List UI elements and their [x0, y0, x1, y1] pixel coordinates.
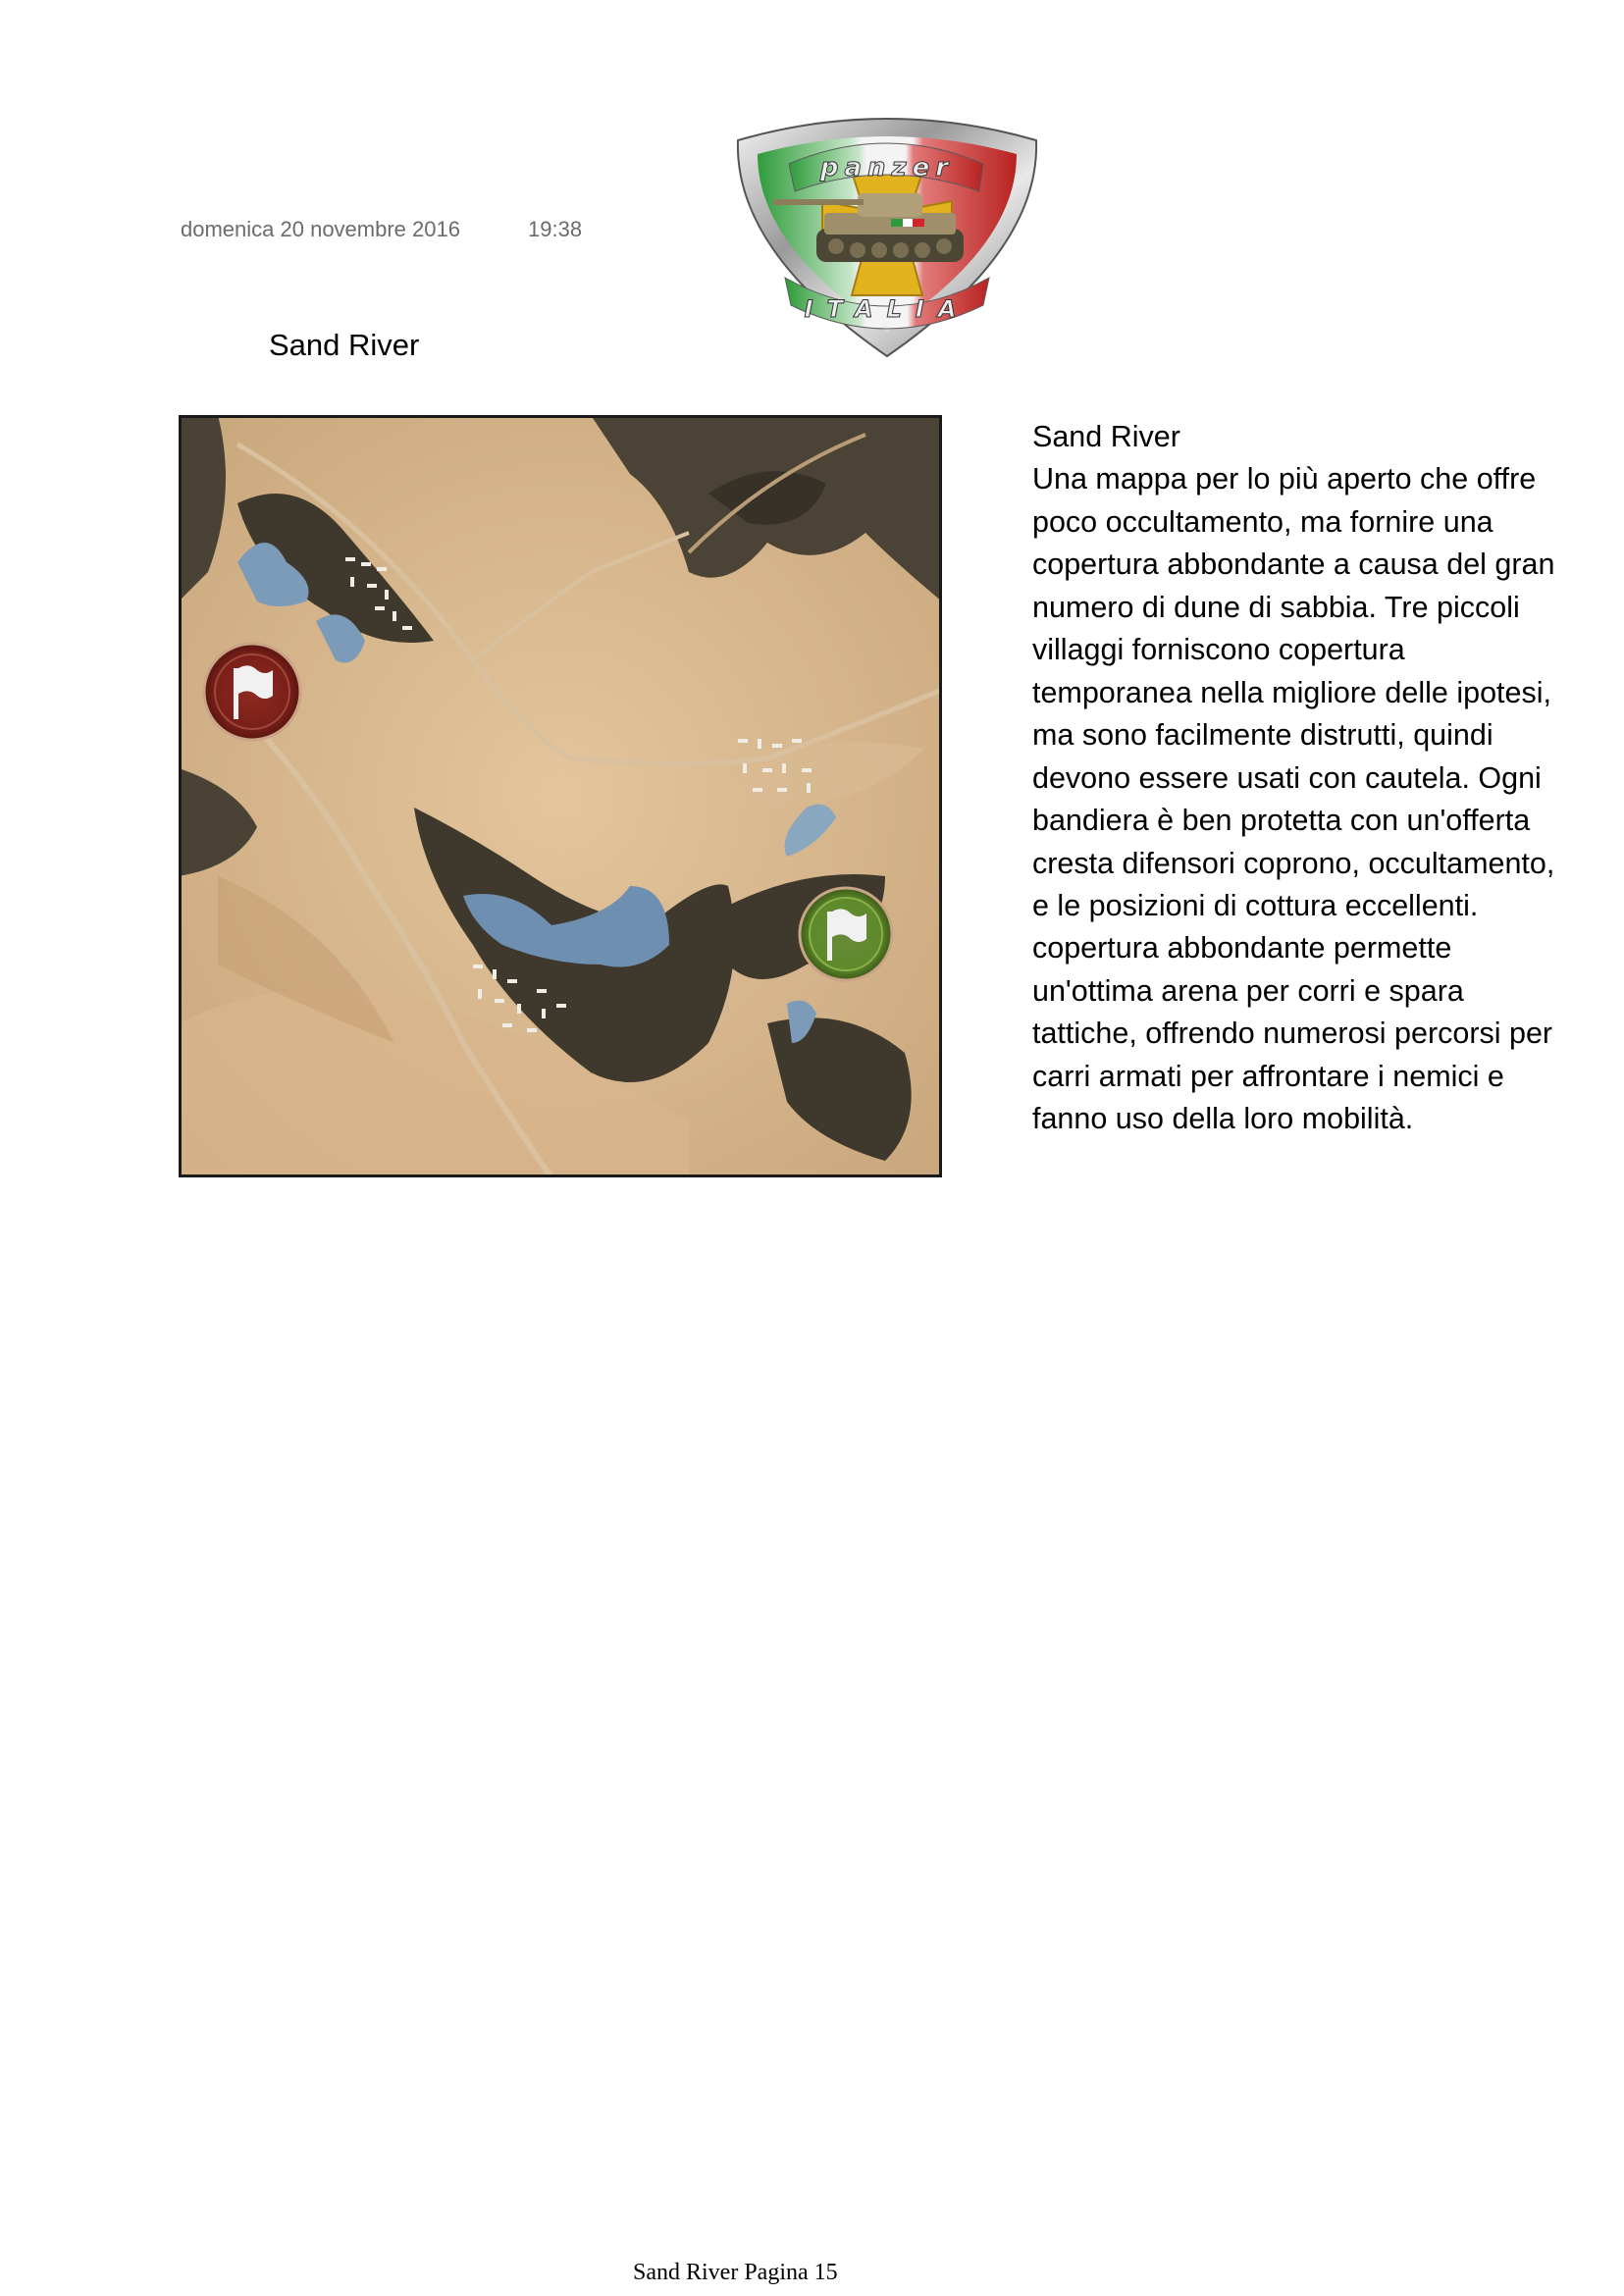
- sand-river-map: [179, 415, 942, 1177]
- description-line: tattiche, offrendo numerosi percorsi per: [1032, 1017, 1553, 1051]
- description-line: devono essere usati con cautela. Ogni: [1032, 760, 1542, 795]
- header-time: 19:38: [528, 217, 583, 241]
- description-line: villaggi forniscono copertura: [1032, 633, 1405, 667]
- description-line: ma sono facilmente distrutti, quindi: [1032, 718, 1493, 753]
- page-title: Sand River: [269, 328, 420, 362]
- description-line: un'ottima arena per corri e spara: [1032, 973, 1464, 1008]
- description-line: e le posizioni di cottura eccellenti.: [1032, 888, 1479, 922]
- header-date: domenica 20 novembre 2016: [181, 217, 460, 241]
- description-line: Una mappa per lo più aperto che offre: [1032, 462, 1537, 496]
- logo-bottom-text: ITALIA: [804, 295, 970, 323]
- panzer-italia-logo: [726, 103, 1048, 360]
- description-line: carri armati per affrontare i nemici e: [1032, 1059, 1504, 1093]
- description-line: temporanea nella migliore delle ipotesi,: [1032, 675, 1551, 709]
- description-title: Sand River: [1032, 420, 1180, 453]
- logo-top-text: panzer: [819, 153, 955, 183]
- description-line: copertura abbondante a causa del gran: [1032, 548, 1555, 582]
- description-line: bandiera è ben protetta con un'offerta: [1032, 804, 1531, 838]
- green-team-base-flag: [800, 888, 892, 980]
- description-line: copertura abbondante permette: [1032, 931, 1452, 965]
- description-line: cresta difensori coprono, occultamento,: [1032, 846, 1555, 880]
- description-line: poco occultamento, ma fornire una: [1032, 504, 1493, 539]
- description-line: numero di dune di sabbia. Tre piccoli: [1032, 590, 1520, 624]
- page-footer: Sand River Pagina 15: [633, 2260, 838, 2285]
- description-line: fanno uso della loro mobilità.: [1032, 1102, 1414, 1136]
- map-description: [1032, 416, 1611, 1141]
- red-team-base-flag: [204, 644, 300, 740]
